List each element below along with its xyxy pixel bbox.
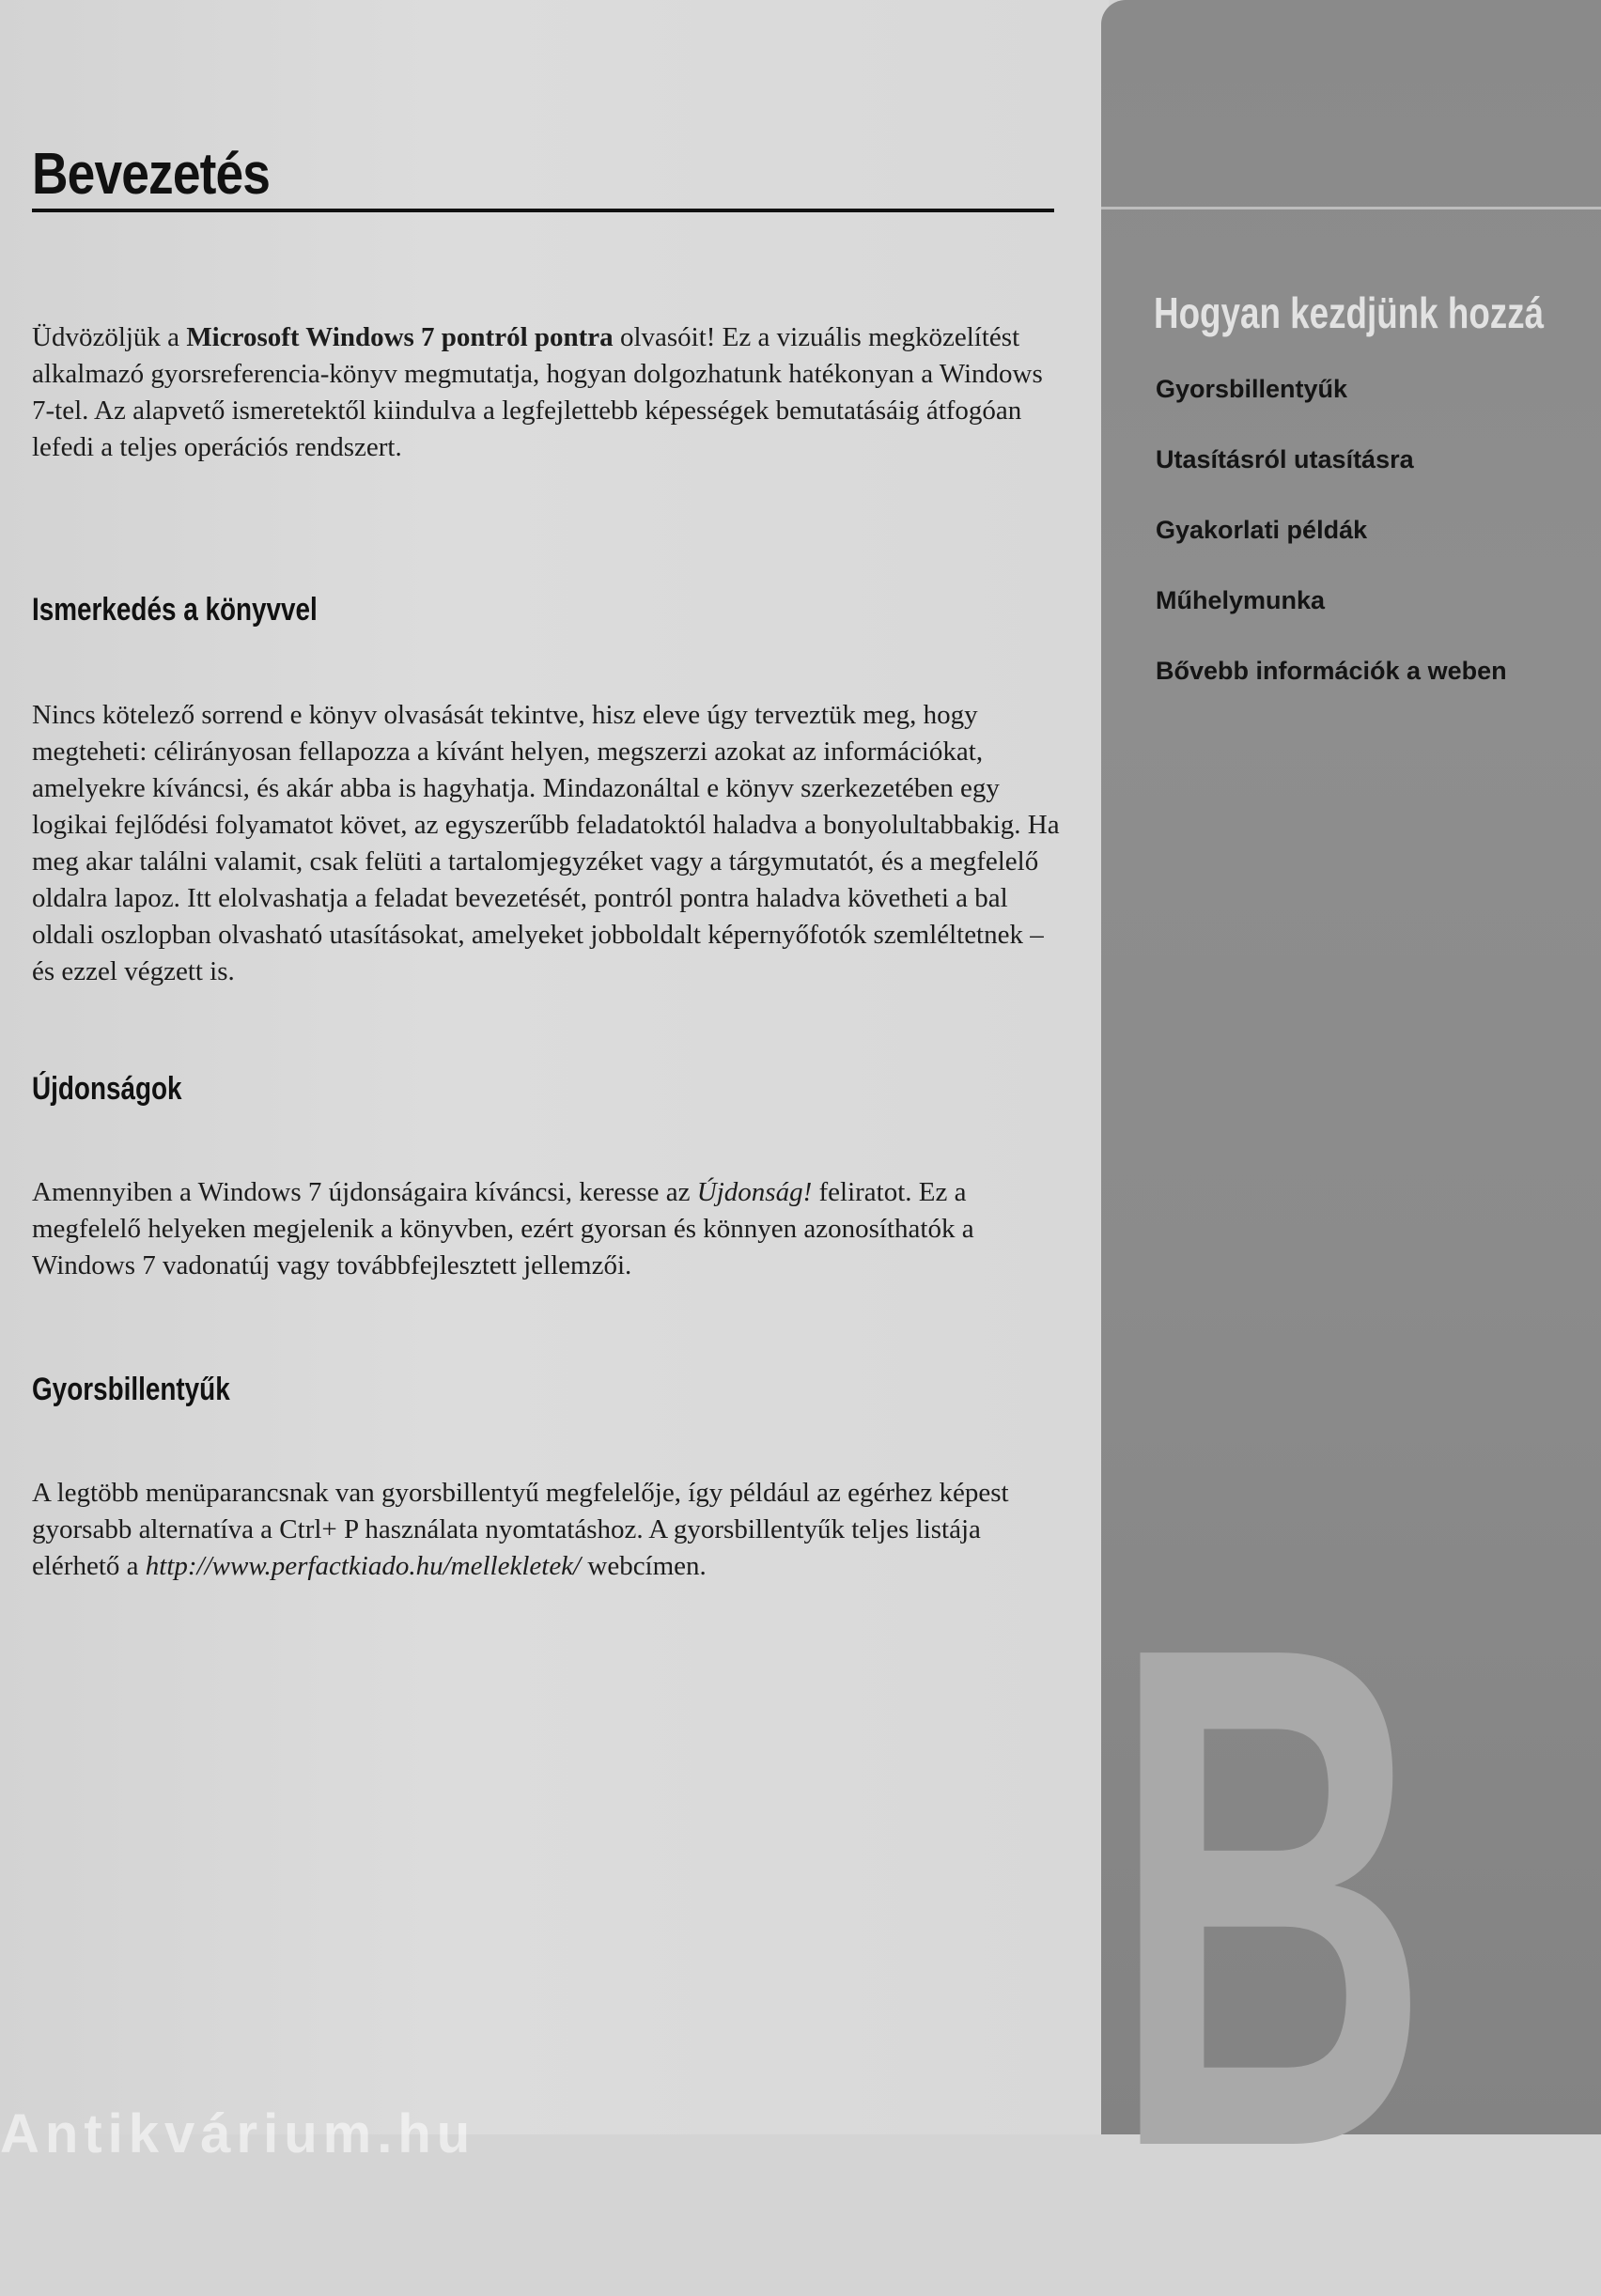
chapter-letter: B	[1111, 1498, 1431, 2296]
section-heading-ismerkedes: Ismerkedés a könyvvel	[32, 592, 318, 628]
sidebar-item-gyorsbillentyuk: Gyorsbillentyűk	[1156, 375, 1348, 403]
book-title-bold: Microsoft Windows 7 pontról pontra	[186, 322, 614, 352]
sidebar-title: Hogyan kezdjünk hozzá	[1154, 288, 1545, 337]
section-paragraph-ujdonsagok	[32, 1174, 1075, 1284]
sidebar-item-utasitasrol: Utasításról utasításra	[1156, 445, 1414, 473]
sidebar-item-muhelymunka: Műhelymunka	[1156, 586, 1326, 614]
gyorsbillentyuk-text-start: A legtöbb menüparancsnak van gyorsbillentyű megfelelője, így például az egérhez képest gyorsabb alternatíva a Ctrl+ P használata nyomtatáshoz. A gyorsbillentyűk teljes listája elérhető a	[32, 1478, 1009, 1581]
intro-text-start: Üdvözöljük a	[32, 322, 187, 352]
title-underline	[32, 209, 1054, 212]
chapter-sidebar	[1101, 0, 1601, 2296]
page-title: Bevezetés	[32, 142, 271, 207]
section-heading-ujdonsagok: Újdonságok	[32, 1071, 182, 1107]
sidebar-item-gyakorlati: Gyakorlati példák	[1156, 516, 1368, 544]
intro-paragraph	[32, 319, 1047, 466]
watermark: Antikvárium.hu	[0, 2103, 476, 2164]
intro-text-end: olvasóit! Ez a vizuális megközelítést alkalmazó gyorsreferencia-könyv megmutatja, hogyan dolgozhatunk hatékonyan a Windows 7-tel. Az alapvető ismeretektől kiindulva a legfejlettebb képességek bemutatásáig átfogóan lefedi a teljes operációs rendszert.	[32, 322, 1043, 462]
ujdonsag-label: Újdonság!	[696, 1177, 813, 1207]
section-heading-gyorsbillentyuk: Gyorsbillentyűk	[32, 1372, 230, 1407]
section-paragraph-gyorsbillentyuk	[32, 1475, 1075, 1585]
ujdonsagok-text-end: feliratot. Ez a megfelelő helyeken megjelenik a könyvben, ezért gyorsan és könnyen azonosíthatók a Windows 7 vadonatúj vagy továbbfejlesztett jellemzői.	[32, 1177, 974, 1280]
sidebar-divider	[1101, 207, 1601, 209]
ujdonsagok-text-start: Amennyiben a Windows 7 újdonságaira kíváncsi, keresse az	[32, 1177, 697, 1207]
gyorsbillentyuk-text-end: webcímen.	[581, 1551, 707, 1581]
sidebar-item-bovebb: Bővebb információk a weben	[1156, 657, 1507, 685]
section-paragraph-ismerkedes: Nincs kötelező sorrend e könyv olvasását tekintve, hisz eleve úgy terveztük meg, hogy megteheti: célirányosan fellapozza a kívánt helyen, megszerzi azokat az információkat, amelyekre kíváncsi, és akár abba is hagyhatja. Mindazonáltal e könyv szerkezetében egy logikai fejlődési folyamatot követ, az egyszerűbb feladatoktól haladva a bonyolultabbakig. Ha meg akar találni valamit, csak felüti a tartalomjegyzéket vagy a tárgymutatót, és a megfelelő oldalra lapoz. Itt elolvashatja a feladat bevezetését, pontról pontra haladva követheti a bal oldali oszlopban olvasható utasításokat, amelyeket jobboldalt képernyőfotók szemléltetnek – és ezzel végzett is.	[32, 700, 1060, 986]
sidebar-topic-list	[1156, 372, 1507, 724]
mellekletek-url-link[interactable]: http://www.perfactkiado.hu/mellekletek/	[145, 1551, 582, 1581]
